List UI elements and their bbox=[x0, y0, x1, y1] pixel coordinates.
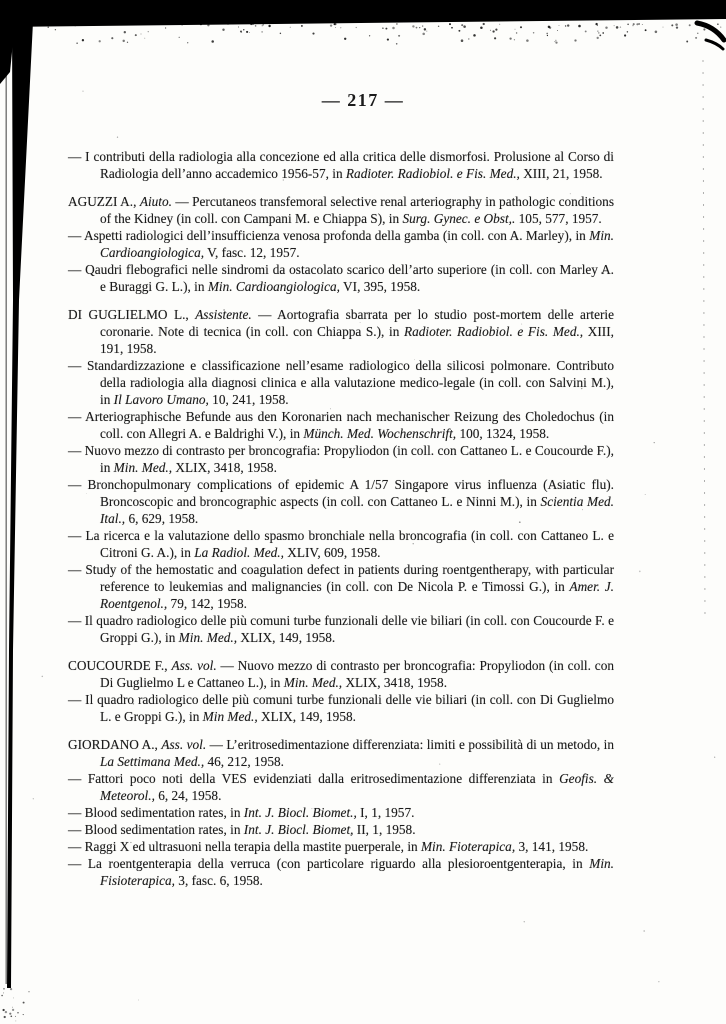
journal-title: Radioter. Radiobiol. e Fis. Med., bbox=[403, 324, 584, 339]
entry-text: XLIX, 3418, 1958. bbox=[172, 460, 277, 475]
bibliography-entry bbox=[68, 612, 614, 646]
entry-text: XIII, 191, 1958. bbox=[100, 324, 614, 356]
entry-text: — Il quadro radiologico delle più comuni turbe funzionali delle vie biliari (in coll. con Coucourde F. e Groppi G.), in bbox=[68, 613, 614, 645]
entry-text: — Nuovo mezzo di contrasto per broncografia: Propyliodon (in coll. con Di Guglielmo L e Cattaneo L.), in bbox=[100, 658, 615, 690]
journal-title: Min. Med., bbox=[283, 675, 343, 690]
entry-text: I, 1, 1957. bbox=[356, 805, 415, 820]
bibliography-entry bbox=[68, 736, 614, 770]
scan-top-band bbox=[0, 0, 726, 27]
scan-gutter-line bbox=[6, 24, 7, 984]
entry-text: 3, fasc. 6, 1958. bbox=[174, 873, 263, 888]
entry-text: 105, 577, 1957. bbox=[515, 211, 602, 226]
entry-text: — Percutaneos transfemoral selective renal arteriography in pathologic conditions of the Kidney (in coll. con Campani M. e Chiappa S), in bbox=[100, 194, 614, 226]
scan-page-curl-mark bbox=[697, 23, 724, 40]
entry-text: AGUZZI A., bbox=[68, 194, 140, 209]
scan-gutter-corner bbox=[0, 22, 15, 84]
bibliography-entry bbox=[68, 408, 614, 442]
journal-title: Min. Fisioterapica, bbox=[100, 856, 614, 888]
scan-right-dotted-line bbox=[703, 60, 705, 620]
entry-text: XIII, 21, 1958. bbox=[519, 166, 603, 181]
bibliography-entry bbox=[68, 357, 614, 408]
entry-text: — I contributi della radiologia alla concezione ed alla critica delle dismorfosi. Prolusione al Corso di Radiologia dell’anno accademico 1956-57, in bbox=[68, 149, 614, 181]
entry-text: — Aortografia sbarrata per lo studio post-mortem delle arterie coronarie. Note di tecnica (in coll. con Chiappa S.), in bbox=[100, 307, 614, 339]
bibliography-list bbox=[68, 148, 614, 889]
entry-text: XLIV, 609, 1958. bbox=[283, 545, 381, 560]
entry-text: XLIX, 149, 1958. bbox=[257, 709, 356, 724]
journal-title: Münch. Med. Wochenschrift, bbox=[303, 426, 457, 441]
bibliography-entry bbox=[68, 193, 614, 227]
bibliography-entry bbox=[68, 804, 614, 821]
entry-text: V, fasc. 12, 1957. bbox=[204, 245, 300, 260]
entry-text: VI, 395, 1958. bbox=[339, 279, 421, 294]
journal-title: Geofis. & Meteorol., bbox=[100, 771, 615, 803]
journal-title: La Settimana Med., bbox=[100, 754, 205, 769]
bibliography-entry bbox=[68, 527, 614, 561]
entry-text: — Qaudri flebografici nelle sindromi da ostacolato scarico dell’arto superiore (in coll. con Marley A. e Buraggi G. L.), in bbox=[68, 262, 614, 294]
entry-text: — La ricerca e la valutazione dello spasmo bronchiale nella broncografia (in coll. con Cattaneo L. e Citroni G. A.), in bbox=[68, 528, 614, 560]
scan-gutter-shadow bbox=[7, 22, 33, 988]
page-number: — 217 — bbox=[321, 90, 405, 110]
entry-text: 3, 141, 1958. bbox=[515, 839, 589, 854]
entry-text: — Standardizzazione e classificazione nell’esame radiologico della silicosi polmonare. Contributo della radiologia alla diagnosi clinica e alla valutazione medico-legale (in coll. con Salvini M.), in bbox=[68, 358, 614, 407]
bibliography-entry bbox=[68, 561, 614, 612]
entry-text: 79, 142, 1958. bbox=[167, 596, 247, 611]
entry-text: 10, 241, 1958. bbox=[208, 392, 289, 407]
entry-text: — Nuovo mezzo di contrasto per broncografia: Propyliodon (in coll. con Cattaneo L. e Coucourde F.), in bbox=[68, 443, 614, 475]
journal-title: Ass. vol. bbox=[171, 658, 217, 673]
entry-text: — Arteriographische Befunde aus den Koronarien nach mechanischer Reizung des Choledochus (in coll. con Allegri A. e Baldrighi V.), in bbox=[68, 409, 614, 441]
bibliography-entry bbox=[68, 838, 614, 855]
bibliography-entry bbox=[68, 691, 614, 725]
journal-title: Int. J. Biocl. Biomet, bbox=[243, 822, 354, 837]
bibliography-entry bbox=[68, 821, 614, 838]
bibliography-entry bbox=[68, 770, 614, 804]
entry-text: 6, 24, 1958. bbox=[154, 788, 222, 803]
entry-text: — Il quadro radiologico delle più comuni turbe funzionali delle vie biliari (in coll. con Di Guglielmo L. e Groppi G.), in bbox=[68, 692, 614, 724]
entry-text: II, 1, 1958. bbox=[353, 822, 416, 837]
entry-text: DI GUGLIELMO L., bbox=[68, 307, 196, 322]
entry-text: — Aspetti radiologici dell’insufficienza venosa profonda della gamba (in coll. con A. Marley), in bbox=[68, 228, 590, 243]
journal-title: Scientia Med. Ital., bbox=[100, 494, 614, 526]
journal-title: Min. Med., bbox=[113, 460, 173, 475]
journal-title: Il Lavoro Umano, bbox=[113, 392, 209, 407]
entry-text: GIORDANO A., bbox=[68, 737, 162, 752]
journal-title: Int. J. Biocl. Biomet., bbox=[243, 805, 357, 820]
journal-title: Min Med., bbox=[202, 709, 258, 724]
bibliography-entry bbox=[68, 261, 614, 295]
entry-text: XLIX, 3418, 1958. bbox=[342, 675, 448, 690]
journal-title: Assistente. bbox=[195, 307, 252, 322]
journal-title: Surg. Gynec. e Obst,. bbox=[402, 211, 516, 226]
entry-text: — La roentgenterapia della verruca (con particolare riguardo alla plesioroentgenterapia, in bbox=[68, 856, 590, 871]
journal-title: Ass. vol. bbox=[161, 737, 207, 752]
entry-text: 46, 212, 1958. bbox=[204, 754, 284, 769]
journal-title: Min. Cardioangiologica, bbox=[207, 279, 340, 294]
bibliography-entry bbox=[68, 442, 614, 476]
entry-text: 6, 629, 1958. bbox=[125, 511, 199, 526]
entry-text: XLIX, 149, 1958. bbox=[237, 630, 336, 645]
entry-text: 100, 1324, 1958. bbox=[456, 426, 550, 441]
journal-title: Min. Med., bbox=[178, 630, 238, 645]
entry-text: — Blood sedimentation rates, in bbox=[68, 805, 244, 820]
entry-text: COUCOURDE F., bbox=[68, 658, 172, 673]
bibliography-entry bbox=[68, 306, 614, 357]
bibliography-entry bbox=[68, 476, 614, 527]
journal-title: Min. Fioterapica, bbox=[420, 839, 516, 854]
scan-page-curl-mark-2 bbox=[706, 40, 723, 49]
entry-text: — Fattori poco noti della VES evidenziati dalla eritrosedimentazione differenziata in bbox=[68, 771, 560, 786]
journal-title: Amer. J. Roentgenol., bbox=[100, 579, 614, 611]
entry-text: — L’eritrosedimentazione differenziata: limiti e possibilità di un metodo, in bbox=[206, 737, 615, 752]
entry-text: — Blood sedimentation rates, in bbox=[68, 822, 244, 837]
bibliography-entry bbox=[68, 227, 614, 261]
journal-title: Min. Cardioangiologica, bbox=[100, 228, 614, 260]
bibliography-entry bbox=[68, 855, 614, 889]
journal-title: Aiuto. bbox=[139, 194, 172, 209]
entry-text: — Study of the hemostatic and coagulation defect in patients during roentgentherapy, with particular reference to leukemias and malignancies (in coll. con De Nicola P. e Timossi G.), in bbox=[68, 562, 614, 594]
journal-title: La Radiol. Med., bbox=[194, 545, 284, 560]
bibliography-entry bbox=[68, 657, 614, 691]
entry-text: — Raggi X ed ultrasuoni nella terapia della mastite puerperale, in bbox=[68, 839, 421, 854]
journal-title: Radioter. Radiobiol. e Fis. Med., bbox=[345, 166, 520, 181]
bibliography-entry bbox=[68, 148, 614, 182]
entry-text: — Bronchopulmonary complications of epidemic A 1/57 Singapore virus influenza (Asiatic flu). Broncoscopic and broncographic aspects (in coll. con Cattaneo L. e Ninni M.), in bbox=[68, 477, 614, 509]
